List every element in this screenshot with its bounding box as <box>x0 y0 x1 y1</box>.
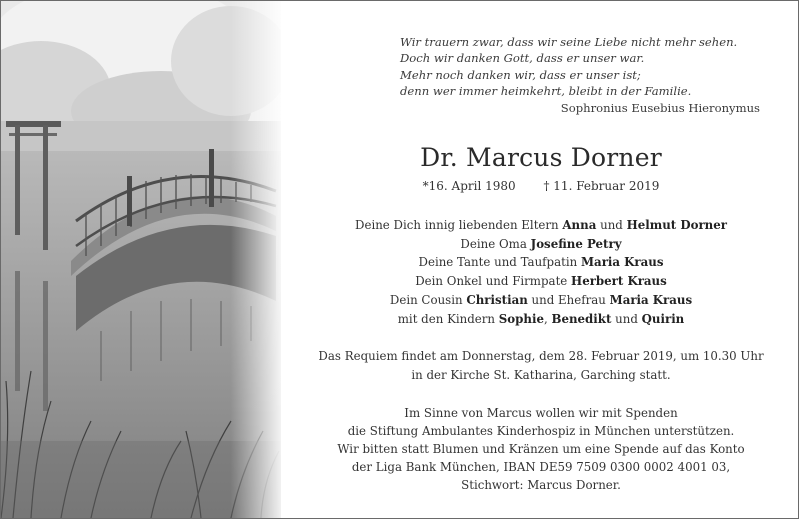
mourner-name: Quirin <box>641 311 685 326</box>
mourner-text: Deine Tante und Taufpatin <box>418 255 581 270</box>
mourner-row <box>301 253 781 272</box>
mourner-row <box>301 216 781 235</box>
deceased-name: Dr. Marcus Dorner <box>420 143 662 172</box>
mourner-name: Sophie <box>498 311 544 326</box>
birth-date: *16. April 1980 <box>422 179 516 193</box>
quote-author: Sophronius Eusebius Hieronymus <box>560 100 760 115</box>
mourner-name: Benedikt <box>551 311 612 326</box>
donation-line: Wir bitten statt Blumen und Kränzen um eine Spende auf das Konto <box>337 442 745 456</box>
service-line: Das Requiem findet am Donnerstag, dem 28. Februar 2019, um 10.30 Uhr <box>318 349 764 363</box>
mourner-name: Maria Kraus <box>581 255 664 270</box>
donation-line: Stichwort: Marcus Dorner. <box>461 478 621 492</box>
mourner-text: , <box>543 311 552 326</box>
mourner-text: und <box>611 311 642 326</box>
mourner-text: Deine Dich innig liebenden Eltern <box>355 218 563 232</box>
mourner-name: Anna <box>562 218 597 232</box>
epitaph-quote <box>400 34 760 116</box>
donation-line: Im Sinne von Marcus wollen wir mit Spenden <box>404 406 678 420</box>
quote-line: Doch wir danken Gott, dass er unser war. <box>400 51 645 66</box>
mourner-name: Maria Kraus <box>609 292 693 307</box>
mourner-name: Herbert Kraus <box>571 274 667 289</box>
mourner-text: und Ehefrau <box>527 292 610 307</box>
mourner-text: Dein Cousin <box>389 292 467 307</box>
donation-line: der Liga Bank München, IBAN DE59 7509 0300 0002 4001 03, <box>351 460 731 474</box>
mourner-name: Josefine Petry <box>530 236 622 251</box>
mourner-text: und <box>596 218 627 232</box>
quote-line: Wir trauern zwar, dass wir seine Liebe nicht mehr sehen. <box>400 35 738 49</box>
mourners-list <box>301 216 781 328</box>
service-line: in der Kirche St. Katharina, Garching statt. <box>411 367 671 382</box>
mourner-row <box>301 272 781 291</box>
mourner-name: Helmut Dorner <box>626 218 727 232</box>
quote-line: denn wer immer heimkehrt, bleibt in der Familie. <box>400 84 692 99</box>
life-dates <box>301 179 781 193</box>
service-notice <box>301 347 781 384</box>
donation-notice <box>301 404 781 494</box>
mourner-text: Dein Onkel und Firmpate <box>415 274 572 289</box>
garden-bridge-photo <box>1 1 281 518</box>
mourner-row <box>301 235 781 254</box>
mourner-row <box>301 310 781 329</box>
mourner-text: mit den Kindern <box>397 311 499 326</box>
mourner-text: Deine Oma <box>460 236 531 251</box>
mourner-name: Christian <box>466 292 528 307</box>
donation-line: die Stiftung Ambulantes Kinderhospiz in München unterstützen. <box>347 424 735 438</box>
death-date: † 11. Februar 2019 <box>543 179 660 193</box>
mourner-row <box>301 291 781 310</box>
quote-line: Mehr noch danken wir, dass er unser ist; <box>400 67 641 82</box>
